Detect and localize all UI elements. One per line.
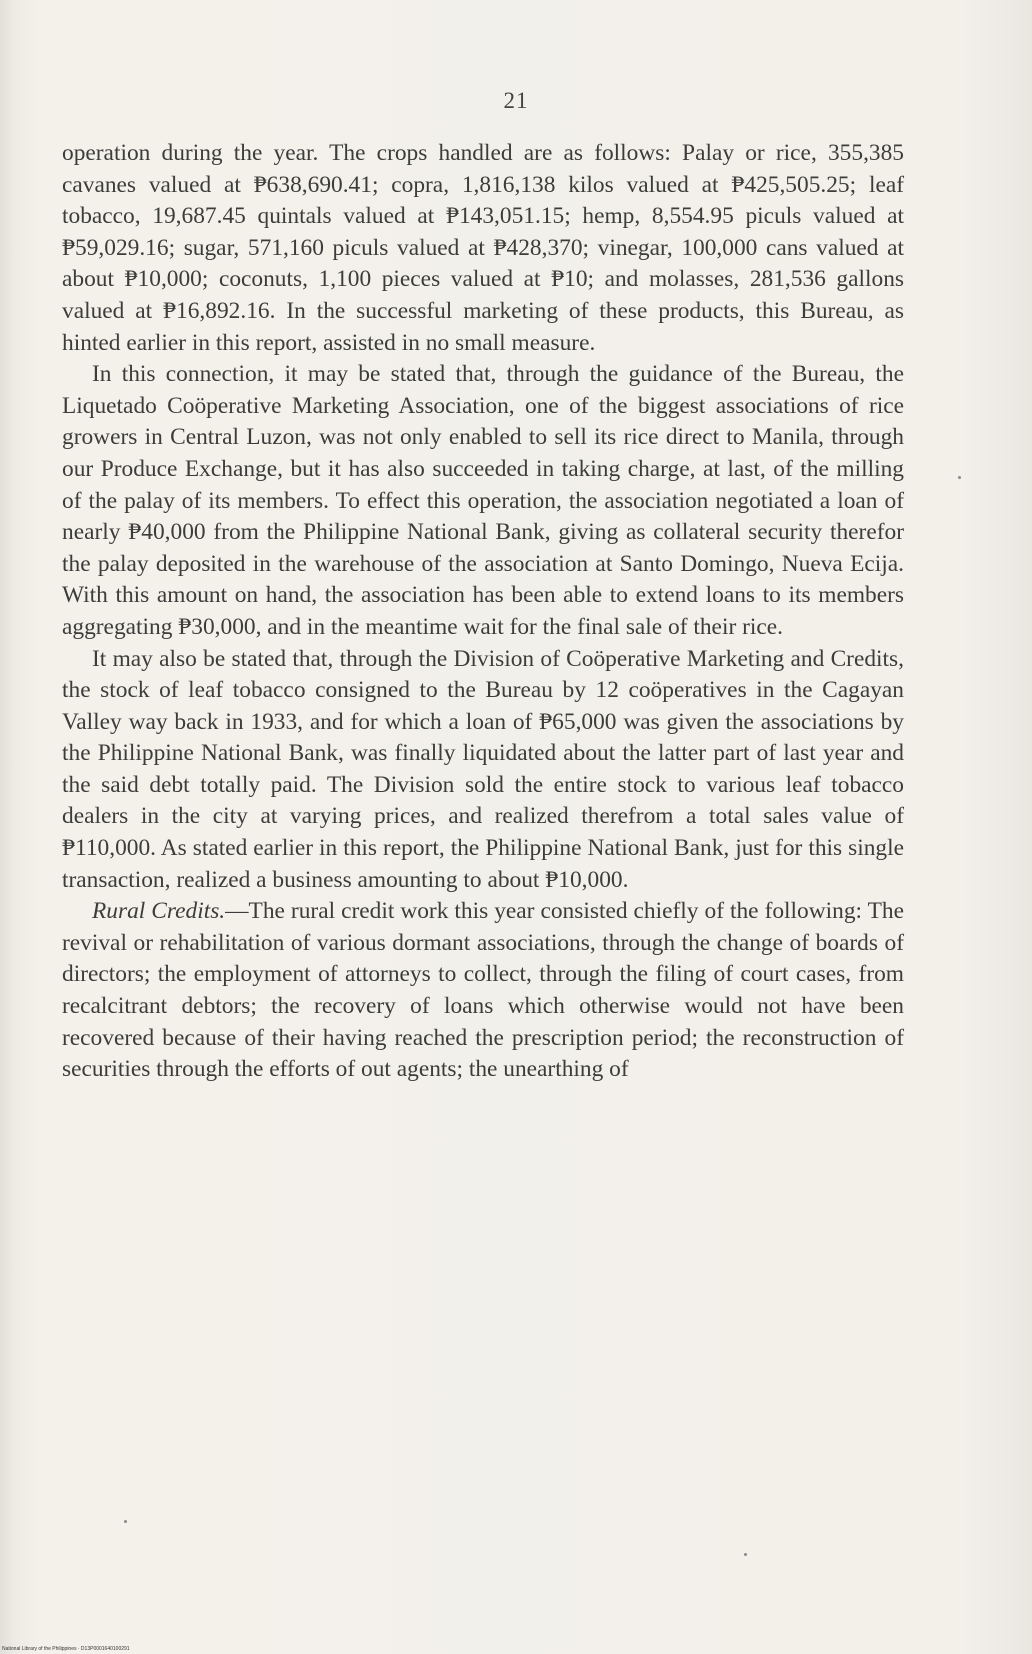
rural-credits-text: —The rural credit work this year consisted chiefly of the following: The revival or rehabilitation of various dormant associations, through the change of boards of directors; the employment of attorneys to collect, through the filing of court cases, from recalcitrant debtors; the recovery of loans which otherwise would not have been recovered because of their having reached the prescription period; the reconstruction of securities through the efforts of out agents; the unearthing of — [62, 898, 904, 1083]
rural-credits-heading: Rural Credits. — [92, 898, 226, 925]
paragraph-rural-credits — [62, 896, 904, 1086]
paragraph-cagayan-tobacco: It may also be stated that, through the Division of Coöperative Marketing and Credits, the stock of leaf tobacco consigned to the Bureau by 12 coöperatives in the Cagayan Valley way back in 1933, and for which a loan of ₱65,000 was given the associations by the Philippine National Bank, was finally liquidated about the latter part of last year and the said debt totally paid. The Division sold the entire stock to various leaf tobacco dealers in the city at varying prices, and realized therefrom a total sales value of ₱110,000. As stated earlier in this report, the Philippine National Bank, just for this single transaction, realized a business amounting to about ₱10,000. — [62, 645, 904, 893]
scan-speck — [124, 1520, 127, 1523]
paragraph-crops-handled: operation during the year. The crops handled are as follows: Palay or rice, 355,385 cavanes valued at ₱638,690.41; copra, 1,816,138 kilos valued at ₱425,505.25; leaf tobacco, 19,687.45 quintals valued at ₱143,051.15; hemp, 8,554.95 piculs valued at ₱59,029.16; sugar, 571,160 piculs valued at ₱428,370; vinegar, 100,000 cans valued at about ₱10,000; coconuts, 1,100 pieces valued at ₱10; and molasses, 281,536 gallons valued at ₱16,892.16. In the successful marketing of these products, this Bureau, as hinted earlier in this report, assisted in no small measure. — [62, 140, 904, 356]
footer-credit: National Library of the Philippines · D13P0001640100291 — [2, 1646, 130, 1652]
scan-speck — [958, 476, 961, 479]
page-number: 21 — [503, 88, 529, 113]
paragraph-liquetado-association: In this connection, it may be stated that, through the guidance of the Bureau, the Liquetado Coöperative Marketing Association, one of the biggest associations of rice growers in Central Luzon, was not only enabled to sell its rice direct to Manila, through our Produce Exchange, but it has also succeeded in taking charge, at last, of the milling of the palay of its members. To effect this operation, the association negotiated a loan of nearly ₱40,000 from the Philippine National Bank, giving as collateral security therefor the palay deposited in the warehouse of the association at Santo Domingo, Nueva Ecija. With this amount on hand, the association has been able to extend loans to its members aggregating ₱30,000, and in the meantime wait for the final sale of their rice. — [62, 361, 904, 640]
scan-speck — [744, 1553, 747, 1556]
body-text — [62, 138, 904, 1086]
